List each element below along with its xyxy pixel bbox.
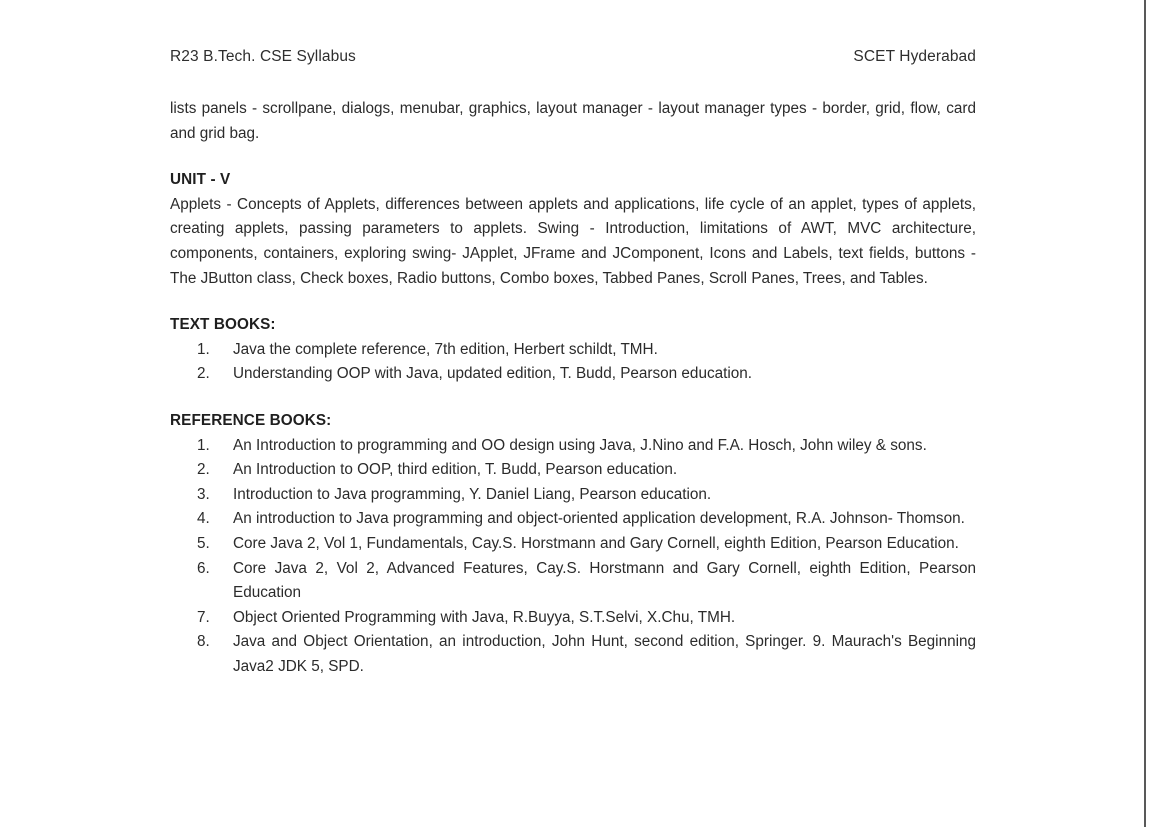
list-item [170, 458, 976, 483]
item-number: 1. [197, 436, 210, 454]
item-number: 2. [197, 365, 210, 383]
unit-v-heading: UNIT - V [170, 171, 231, 189]
text-books-heading: TEXT BOOKS: [170, 316, 276, 334]
item-number: 7. [197, 608, 210, 626]
item-number: 8. [197, 633, 210, 651]
header-right-institution: SCET Hyderabad [853, 48, 976, 65]
running-header [170, 48, 976, 66]
item-text: Core Java 2, Vol 1, Fundamentals, Cay.S. Horstmann and Gary Cornell, eighth Edition, Pearson Education. [233, 534, 959, 552]
item-number: 4. [197, 510, 210, 528]
item-text: Understanding OOP with Java, updated edition, T. Budd, Pearson education. [233, 365, 753, 383]
spacer [170, 291, 976, 313]
list-item [170, 483, 976, 508]
list-item [170, 338, 976, 363]
continued-paragraph: lists panels - scrollpane, dialogs, menubar, graphics, layout manager - layout manager types - border, grid, flow, card and grid bag. [170, 100, 976, 142]
spacer [170, 387, 976, 409]
item-text: Java and Object Orientation, an introduction, John Hunt, second edition, Springer. 9. Maurach's Beginning Java2 JDK 5, SPD. [233, 633, 976, 675]
reference-books-list [170, 434, 976, 680]
list-item [170, 362, 976, 387]
item-text: Object Oriented Programming with Java, R.Buyya, S.T.Selvi, X.Chu, TMH. [233, 608, 736, 626]
unit-v-body: Applets - Concepts of Applets, differences between applets and applications, life cycle of an applet, types of applets, creating applets, passing parameters to applets. Swing - Introduction, limitations of AWT, MVC architecture, components, containers, exploring swing- JApplet, JFrame and JComponent, Icons and Labels, text fields, buttons - The JButton class, Check boxes, Radio buttons, Combo boxes, Tabbed Panes, Scroll Panes, Trees, and Tables. [170, 195, 976, 287]
item-text: Java the complete reference, 7th edition, Herbert schildt, TMH. [233, 340, 658, 358]
list-item [170, 606, 976, 631]
page-content [170, 48, 976, 679]
list-item [170, 507, 976, 532]
list-item [170, 532, 976, 557]
item-text: An introduction to Java programming and object-oriented application development, R.A. Johnson- Thomson. [233, 510, 965, 528]
item-number: 2. [197, 461, 210, 479]
item-text: An Introduction to programming and OO design using Java, J.Nino and F.A. Hosch, John wiley & sons. [233, 436, 927, 454]
item-number: 5. [197, 534, 210, 552]
list-item [170, 434, 976, 459]
list-item [170, 630, 976, 679]
item-number: 1. [197, 340, 210, 358]
item-number: 6. [197, 559, 210, 577]
text-books-list [170, 338, 976, 387]
item-text: Core Java 2, Vol 2, Advanced Features, Cay.S. Horstmann and Gary Cornell, eighth Edition, Pearson Education [233, 559, 976, 602]
item-number: 3. [197, 485, 210, 503]
spacer [170, 146, 976, 168]
reference-books-heading: REFERENCE BOOKS: [170, 411, 332, 429]
item-text: Introduction to Java programming, Y. Daniel Liang, Pearson education. [233, 485, 712, 503]
list-item [170, 557, 976, 606]
header-left-title: R23 B.Tech. CSE Syllabus [170, 48, 356, 65]
item-text: An Introduction to OOP, third edition, T. Budd, Pearson education. [233, 461, 678, 479]
